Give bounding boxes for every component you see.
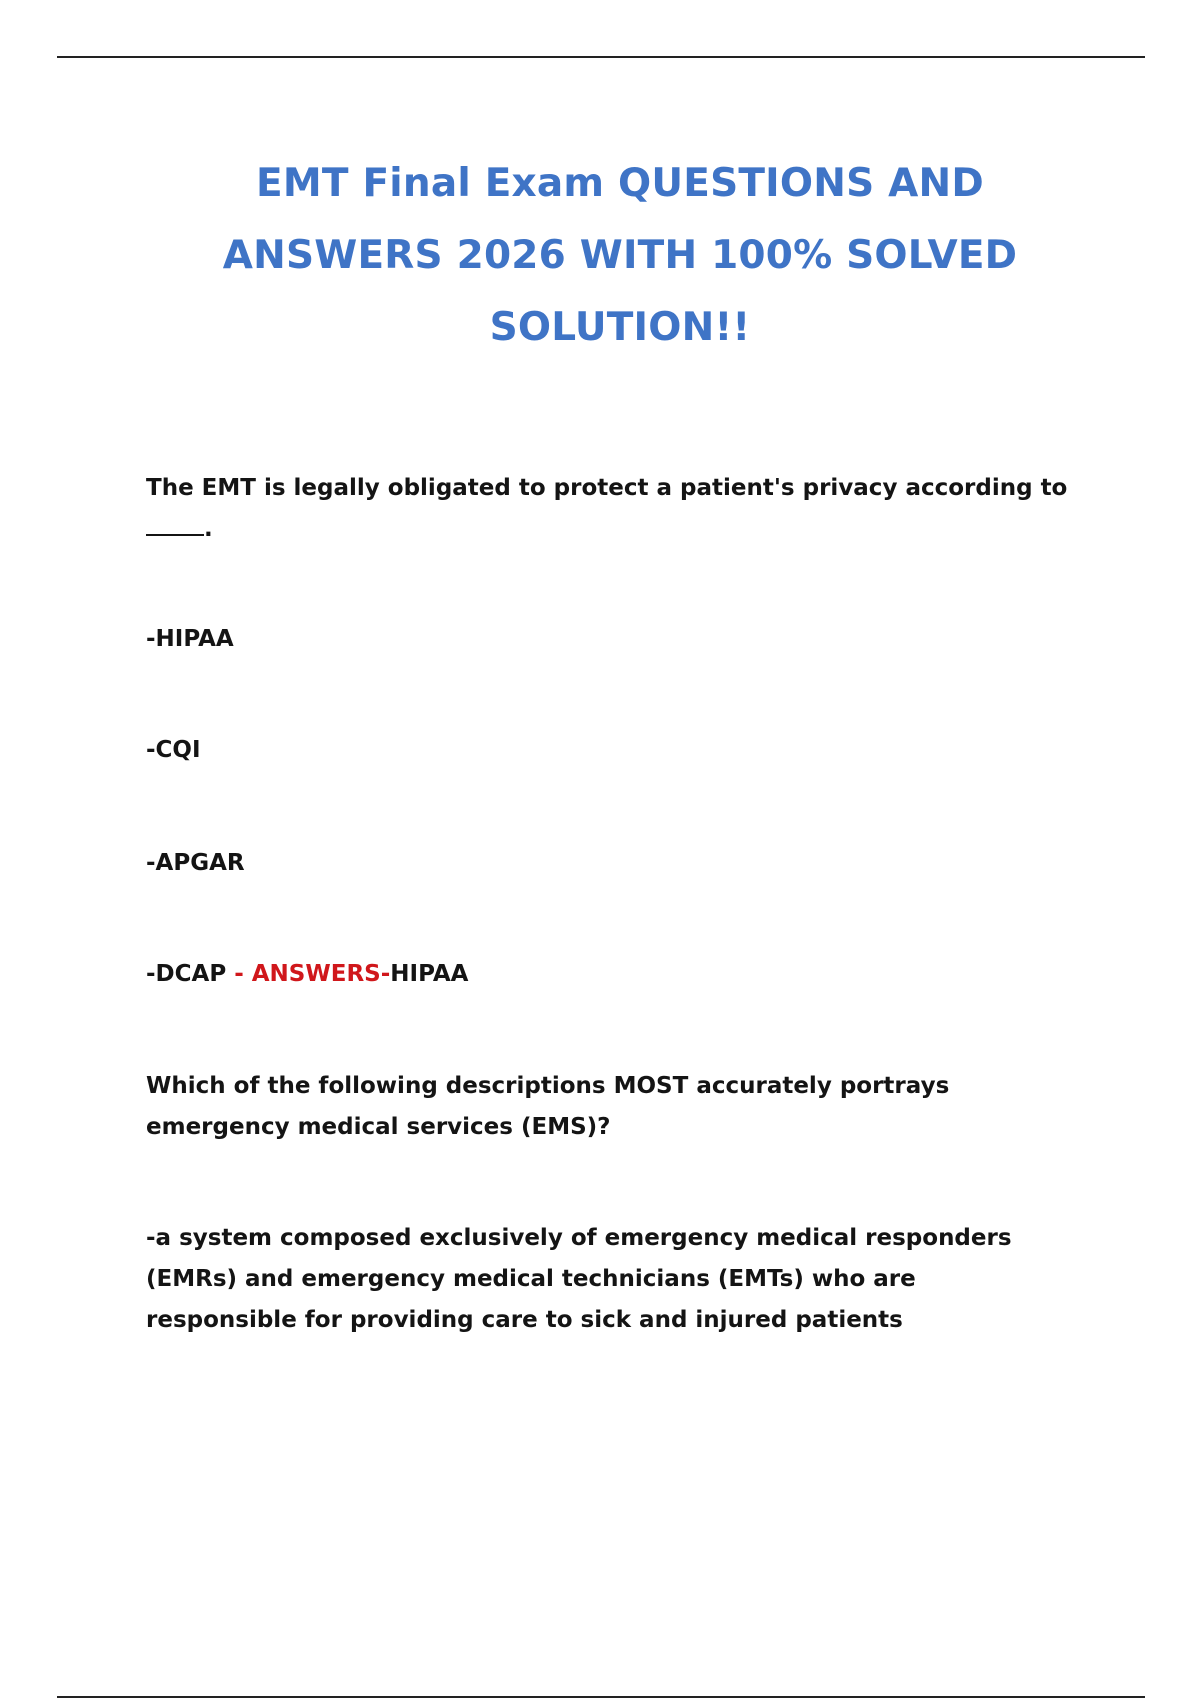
question-2-text: Which of the following descriptions MOST accurately portrays emergency medical services (EMS)? [146, 1073, 950, 1140]
question-2-option-1: -a system composed exclusively of emergency medical responders (EMRs) and emergency medical technicians (EMTs) who are responsible for providing care to sick and injured patients [146, 1225, 1012, 1333]
question-1-option-4: -DCAP [146, 961, 227, 987]
top-divider [57, 56, 1145, 58]
answer-separator: - [226, 961, 252, 987]
question-1-text [146, 468, 1106, 550]
bottom-divider [57, 1696, 1145, 1698]
question-1-blank [146, 516, 204, 536]
document-title: EMT Final Exam QUESTIONS AND ANSWERS 2026 WITH 100% SOLVED SOLUTION!! [222, 161, 1018, 350]
question-1-option-1: -HIPAA [146, 626, 234, 652]
question-1-end: . [204, 516, 213, 542]
answer-value: HIPAA [390, 961, 469, 987]
question-1-option-2: -CQI [146, 737, 201, 763]
question-1-prompt: The EMT is legally obligated to protect a patient's privacy according to [146, 475, 1068, 501]
question-1-option-3: -APGAR [146, 850, 245, 876]
answer-label: ANSWERS [251, 961, 381, 987]
question-1-option-4-with-answer [146, 954, 1106, 995]
answer-dash: - [380, 961, 391, 987]
